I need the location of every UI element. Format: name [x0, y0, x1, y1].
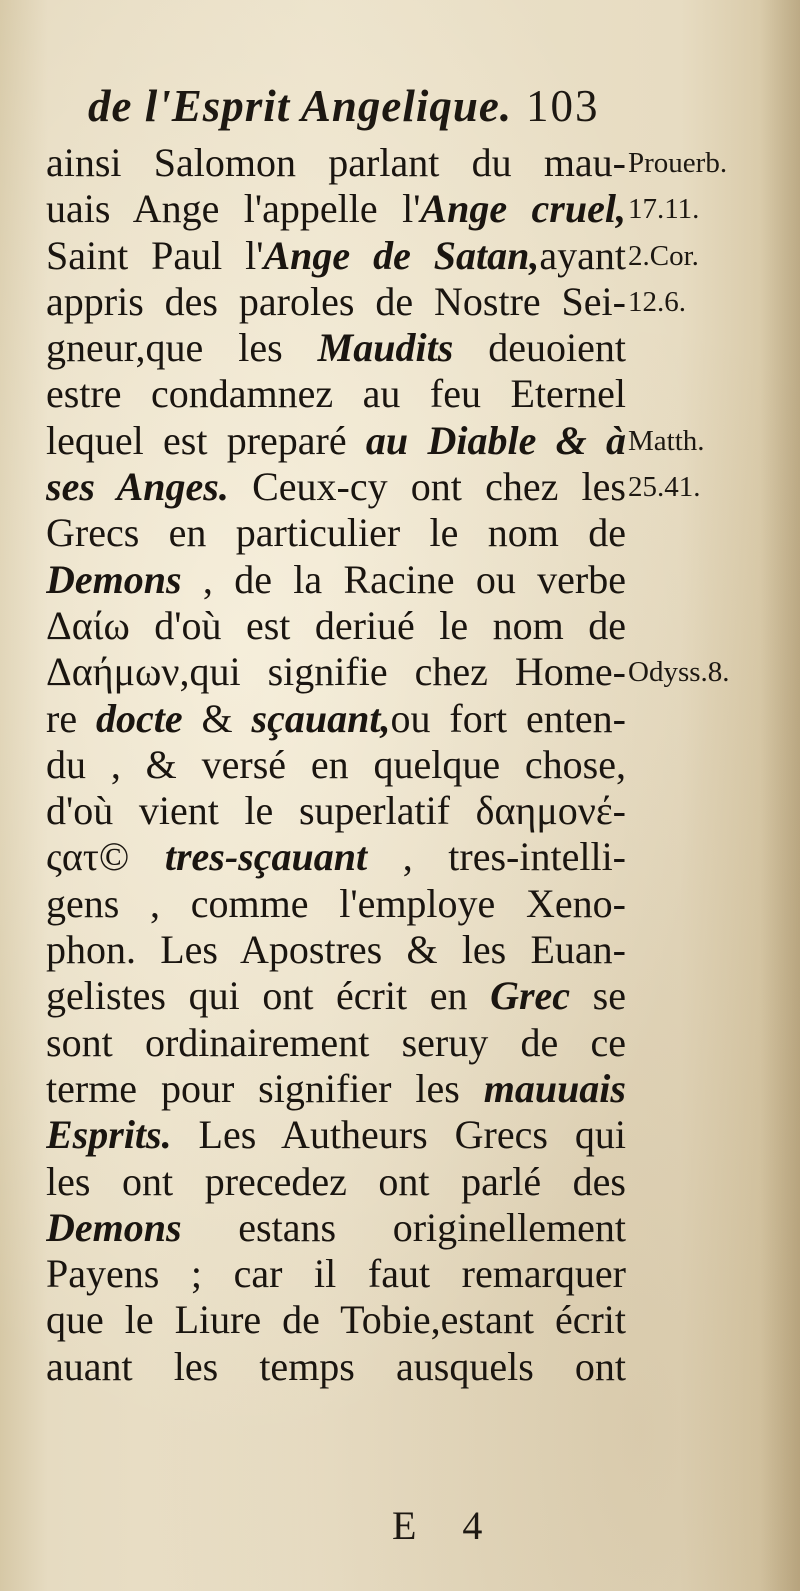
text-run: Δαήμων,qui signifie chez Home-: [46, 649, 626, 695]
italic-text: Esprits.: [46, 1112, 172, 1158]
text-run: re: [46, 695, 96, 741]
text-run: que le Liure de Tobie,estant écrit: [46, 1297, 626, 1343]
text-run: terme pour signifier les: [46, 1065, 484, 1111]
italic-text: Ange cruel,: [420, 186, 626, 232]
text-run: du , & versé en quelque chose,: [46, 741, 626, 787]
margin-note: 2.Cor.: [628, 239, 699, 272]
italic-text: au Diable & à: [365, 417, 626, 463]
italic-text: tres-sçauant: [164, 834, 368, 880]
margin-note: Matth.: [628, 424, 705, 457]
text-run: Δαίω d'où est deriué le nom de: [46, 602, 626, 648]
margin-note: 25.41.: [628, 471, 701, 504]
text-line: [46, 696, 626, 742]
text-line: [46, 233, 626, 279]
text-run: estre condamnez au feu Eternel: [46, 371, 626, 417]
text-line: [46, 1297, 626, 1343]
italic-text: Demons: [46, 1204, 182, 1250]
text-run: Ceux-cy ont chez les: [228, 464, 626, 510]
text-line: [46, 1066, 626, 1112]
text-run: Saint Paul l': [46, 232, 264, 278]
margin-note: Odyss.8.: [628, 656, 730, 689]
text-line: [46, 788, 626, 834]
page-header: [88, 80, 628, 136]
italic-text: sçauant,: [251, 695, 391, 741]
italic-text: mauuais: [483, 1065, 626, 1111]
text-line: [46, 1112, 626, 1158]
text-run: les ont precedez ont parlé des: [46, 1158, 626, 1204]
text-run: Payens ; car il faut remarquer: [46, 1251, 626, 1297]
margin-note: Prouerb.: [628, 147, 728, 179]
italic-text: Demons: [46, 556, 182, 602]
text-line: [46, 464, 626, 510]
text-line: [46, 418, 626, 464]
text-line: [46, 1159, 626, 1205]
text-line: [46, 881, 626, 927]
italic-text: docte: [95, 695, 183, 741]
text-line: [46, 649, 626, 695]
text-line: [46, 1205, 626, 1251]
text-run: ayant: [539, 232, 626, 278]
italic-text: Maudits: [317, 325, 454, 371]
text-run: , de la Racine ou verbe: [181, 556, 626, 602]
text-run: se: [570, 973, 626, 1019]
text-run: gelistes qui ont écrit en: [46, 973, 491, 1019]
text-run: d'où vient le superlatif δαημονέ-: [46, 788, 626, 834]
margin-note: 17.11.: [628, 193, 700, 226]
page-number: 103: [526, 81, 600, 131]
text-run: Les Autheurs Grecs qui: [171, 1112, 626, 1158]
text-line: [46, 1251, 626, 1297]
italic-text: Grec: [490, 973, 571, 1019]
text-run: ou fort enten-: [390, 695, 626, 741]
text-line: [46, 510, 626, 556]
text-run: uais Ange l'appelle l': [46, 186, 421, 232]
italic-text: ses Anges.: [46, 464, 229, 510]
text-line: [46, 834, 626, 880]
text-run: appris des paroles de Nostre Sei-: [46, 278, 626, 324]
text-line: [46, 927, 626, 973]
text-line: [46, 279, 626, 325]
text-run: deuoient: [453, 325, 626, 371]
running-title: de l'Esprit Angelique.: [88, 81, 513, 131]
text-run: lequel est preparé: [46, 417, 366, 463]
text-run: phon. Les Apostres & les Euan-: [46, 927, 626, 973]
text-run: Grecs en particulier le nom de: [46, 510, 626, 556]
text-run: auant les temps ausquels ont: [46, 1343, 626, 1389]
text-run: ςατ©: [46, 834, 165, 880]
text-run: &: [182, 695, 252, 741]
text-line: [46, 973, 626, 1019]
text-line: [46, 603, 626, 649]
body-text: [46, 140, 626, 1390]
text-run: sont ordinairement seruy de ce: [46, 1019, 626, 1065]
page-edge-shadow: [760, 0, 800, 1591]
margin-note: 12.6.: [628, 285, 686, 318]
text-run: estans originellement: [181, 1204, 626, 1250]
italic-text: Ange de Satan,: [263, 232, 540, 278]
text-run: gens , comme l'employe Xeno-: [46, 880, 626, 926]
text-line: [46, 557, 626, 603]
signature-mark: E 4: [392, 1503, 501, 1548]
text-run: gneur,que les: [46, 325, 318, 371]
text-line: [46, 325, 626, 371]
text-run: ainsi Salomon parlant du mau-: [46, 140, 626, 185]
text-line: [46, 371, 626, 417]
text-line: [46, 140, 626, 186]
text-run: , tres-intelli-: [367, 834, 626, 880]
text-line: [46, 1020, 626, 1066]
text-line: [46, 1344, 626, 1390]
text-line: [46, 742, 626, 788]
text-line: [46, 186, 626, 232]
